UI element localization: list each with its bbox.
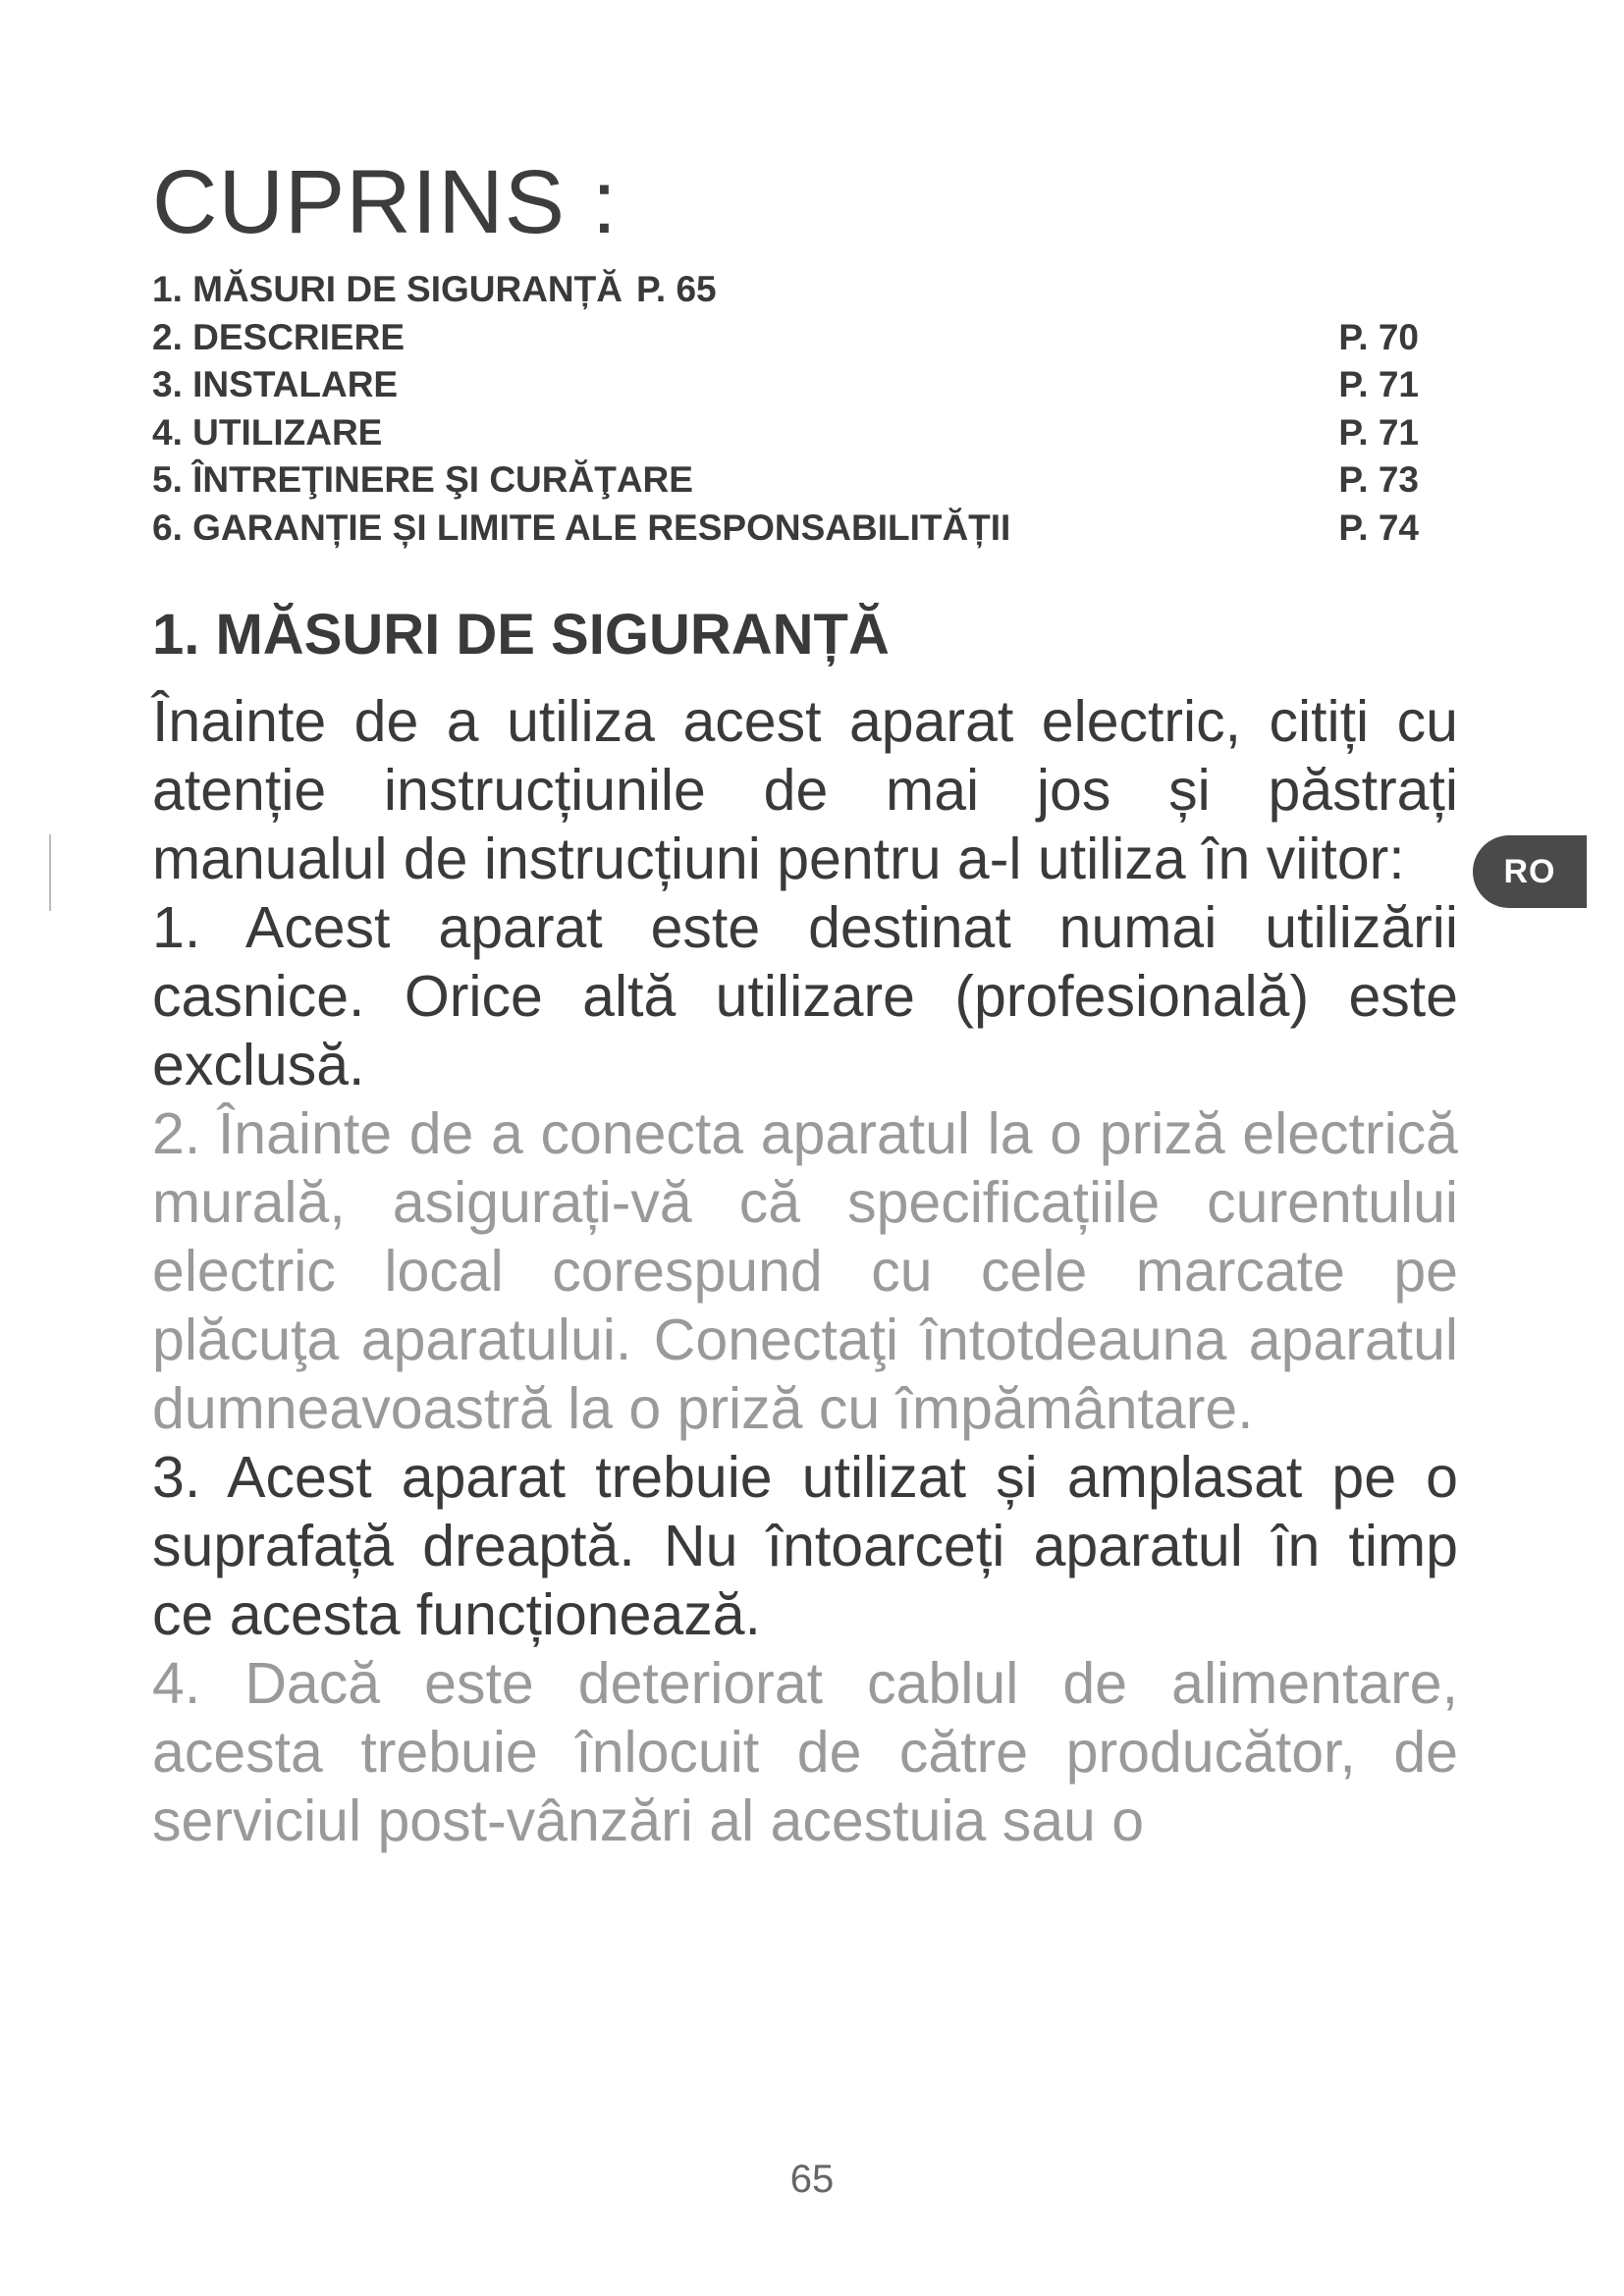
toc-item-label: 5. ÎNTREŢINERE ŞI CURĂŢARE [152, 459, 693, 500]
toc-item-page: P. 70 [1338, 316, 1419, 357]
table-of-contents [152, 266, 1419, 552]
toc-item-page: P. 71 [1338, 364, 1419, 404]
toc-item-page: P. 73 [1338, 459, 1419, 500]
toc-item[interactable] [152, 505, 1419, 553]
toc-item[interactable] [152, 361, 1419, 409]
intro-paragraph: Înainte de a utiliza acest aparat electric, citiți cu atenție instrucțiunile de mai jos și păstrați manualul de instrucțiuni pentru a-l utiliza în viitor: [152, 689, 1458, 891]
margin-divider [49, 834, 51, 911]
toc-item-label: 2. DESCRIERE [152, 316, 406, 357]
section-body [152, 687, 1458, 1855]
section-heading: 1. MĂSURI DE SIGURANȚĂ [152, 603, 890, 667]
safety-point: 2. Înainte de a conecta aparatul la o priză electrică murală, asigurați-vă că specificațiile curentului electric local corespund cu cele marcate pe plăcuţa aparatului. Conectaţi întotdeauna aparatul dumneavoastră la o priză cu împământare. [152, 1101, 1458, 1441]
toc-item-page: P. 65 [635, 269, 717, 309]
toc-item[interactable] [152, 314, 1419, 362]
page-number: 65 [789, 2158, 835, 2201]
toc-item-page: P. 71 [1338, 411, 1419, 453]
toc-item[interactable] [152, 266, 1419, 314]
toc-item-label: 6. GARANȚIE ȘI LIMITE ALE RESPONSABILITĂȚII [152, 507, 1011, 548]
toc-title: CUPRINS : [152, 152, 619, 252]
safety-point: 4. Dacă este deteriorat cablul de alimentare, acesta trebuie înlocuit de către producător, de serviciul post-vânzări al acestuia sau o [152, 1651, 1458, 1853]
toc-item-label: 4. UTILIZARE [152, 411, 383, 453]
toc-item[interactable] [152, 409, 1419, 457]
safety-point: 3. Acest aparat trebuie utilizat și amplasat pe o suprafață dreaptă. Nu întoarceți aparatul în timp ce acesta funcționează. [152, 1445, 1458, 1647]
toc-item[interactable] [152, 456, 1419, 505]
safety-point: 1. Acest aparat este destinat numai utilizării casnice. Orice altă utilizare (profesională) este exclusă. [152, 895, 1458, 1097]
toc-item-page: P. 74 [1338, 507, 1419, 548]
toc-item-label: 3. INSTALARE [152, 364, 399, 404]
toc-item-label: 1. MĂSURI DE SIGURANȚĂ [152, 269, 623, 309]
language-tab[interactable]: RO [1473, 835, 1587, 908]
